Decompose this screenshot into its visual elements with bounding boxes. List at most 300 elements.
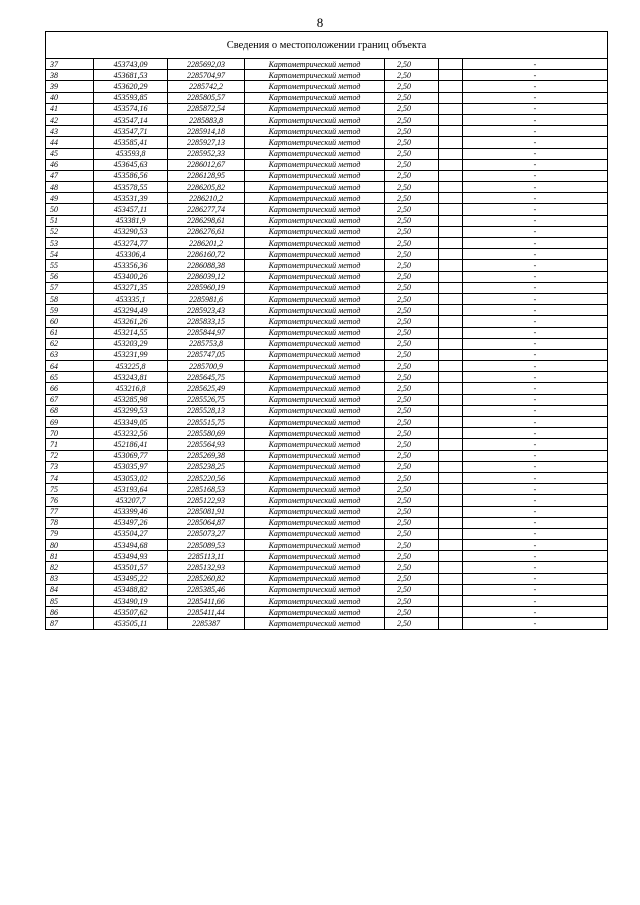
determination-method: Картометрический метод: [245, 114, 385, 125]
accuracy-value: 2,50: [385, 260, 439, 271]
coordinate-y: 2285981,6: [168, 293, 245, 304]
coordinate-x: 453490,19: [94, 596, 168, 607]
point-number: 81: [46, 551, 94, 562]
point-number: 77: [46, 506, 94, 517]
table-row: [46, 562, 608, 573]
point-description: -: [463, 517, 608, 528]
coordinate-y: 2285914,18: [168, 126, 245, 137]
determination-method: Картометрический метод: [245, 305, 385, 316]
point-description: -: [463, 528, 608, 539]
accuracy-value: 2,50: [385, 394, 439, 405]
empty-cell: [439, 114, 463, 125]
accuracy-value: 2,50: [385, 607, 439, 618]
table-row: [46, 495, 608, 506]
determination-method: Картометрический метод: [245, 394, 385, 405]
point-description: -: [463, 484, 608, 495]
coordinate-y: 2285113,11: [168, 551, 245, 562]
point-description: -: [463, 573, 608, 584]
table-row: [46, 238, 608, 249]
coordinate-y: 2285704,97: [168, 70, 245, 81]
coordinate-y: 2285122,93: [168, 495, 245, 506]
empty-cell: [439, 193, 463, 204]
coordinate-y: 2285844,97: [168, 327, 245, 338]
accuracy-value: 2,50: [385, 316, 439, 327]
empty-cell: [439, 450, 463, 461]
accuracy-value: 2,50: [385, 338, 439, 349]
point-description: -: [463, 114, 608, 125]
table-row: [46, 204, 608, 215]
accuracy-value: 2,50: [385, 461, 439, 472]
table-row: [46, 249, 608, 260]
coordinate-x: 453494,68: [94, 540, 168, 551]
point-description: -: [463, 182, 608, 193]
coordinate-y: 2285526,75: [168, 394, 245, 405]
point-number: 66: [46, 383, 94, 394]
empty-cell: [439, 349, 463, 360]
coordinate-x: 453531,39: [94, 193, 168, 204]
determination-method: Картометрический метод: [245, 226, 385, 237]
coordinate-x: 453494,93: [94, 551, 168, 562]
empty-cell: [439, 59, 463, 70]
accuracy-value: 2,50: [385, 383, 439, 394]
table-row: [46, 215, 608, 226]
accuracy-value: 2,50: [385, 282, 439, 293]
accuracy-value: 2,50: [385, 372, 439, 383]
determination-method: Картометрический метод: [245, 193, 385, 204]
point-description: -: [463, 439, 608, 450]
empty-cell: [439, 495, 463, 506]
empty-cell: [439, 439, 463, 450]
table-row: [46, 450, 608, 461]
table-row: [46, 103, 608, 114]
determination-method: Картометрический метод: [245, 618, 385, 629]
table-row: [46, 327, 608, 338]
table-title: Сведения о местоположении границ объекта: [46, 32, 608, 59]
table-row: [46, 618, 608, 629]
empty-cell: [439, 596, 463, 607]
point-description: -: [463, 461, 608, 472]
table-row: [46, 70, 608, 81]
empty-cell: [439, 271, 463, 282]
table-row: [46, 428, 608, 439]
coordinate-y: 2285872,54: [168, 103, 245, 114]
point-description: -: [463, 562, 608, 573]
accuracy-value: 2,50: [385, 472, 439, 483]
point-number: 79: [46, 528, 94, 539]
accuracy-value: 2,50: [385, 249, 439, 260]
determination-method: Картометрический метод: [245, 417, 385, 428]
accuracy-value: 2,50: [385, 182, 439, 193]
point-number: 67: [46, 394, 94, 405]
empty-cell: [439, 562, 463, 573]
coordinate-x: 453294,49: [94, 305, 168, 316]
coordinate-y: 2285692,03: [168, 59, 245, 70]
determination-method: Картометрический метод: [245, 472, 385, 483]
empty-cell: [439, 506, 463, 517]
coordinate-x: 453231,99: [94, 349, 168, 360]
empty-cell: [439, 238, 463, 249]
table-row: [46, 528, 608, 539]
accuracy-value: 2,50: [385, 159, 439, 170]
coordinate-x: 453593,85: [94, 92, 168, 103]
determination-method: Картометрический метод: [245, 584, 385, 595]
accuracy-value: 2,50: [385, 618, 439, 629]
point-description: -: [463, 596, 608, 607]
empty-cell: [439, 103, 463, 114]
table-row: [46, 170, 608, 181]
point-description: -: [463, 305, 608, 316]
coordinate-x: 453274,77: [94, 238, 168, 249]
coordinate-y: 2285753,8: [168, 338, 245, 349]
determination-method: Картометрический метод: [245, 215, 385, 226]
point-description: -: [463, 226, 608, 237]
determination-method: Картометрический метод: [245, 103, 385, 114]
coordinate-x: 453743,09: [94, 59, 168, 70]
empty-cell: [439, 584, 463, 595]
table-row: [46, 383, 608, 394]
coordinate-x: 453501,57: [94, 562, 168, 573]
point-description: -: [463, 249, 608, 260]
accuracy-value: 2,50: [385, 405, 439, 416]
accuracy-value: 2,50: [385, 215, 439, 226]
point-number: 44: [46, 137, 94, 148]
table-row: [46, 405, 608, 416]
point-description: -: [463, 59, 608, 70]
accuracy-value: 2,50: [385, 573, 439, 584]
table-row: [46, 484, 608, 495]
coordinate-y: 2285411,44: [168, 607, 245, 618]
table-row: [46, 182, 608, 193]
coordinate-x: 453053,02: [94, 472, 168, 483]
point-number: 52: [46, 226, 94, 237]
point-number: 84: [46, 584, 94, 595]
coordinate-y: 2285411,66: [168, 596, 245, 607]
coordinate-y: 2286276,61: [168, 226, 245, 237]
point-description: -: [463, 148, 608, 159]
point-number: 47: [46, 170, 94, 181]
point-description: -: [463, 170, 608, 181]
boundary-coordinates-table: [45, 31, 608, 630]
determination-method: Картометрический метод: [245, 204, 385, 215]
empty-cell: [439, 204, 463, 215]
coordinate-x: 453232,56: [94, 428, 168, 439]
accuracy-value: 2,50: [385, 484, 439, 495]
empty-cell: [439, 607, 463, 618]
coordinate-y: 2285580,69: [168, 428, 245, 439]
accuracy-value: 2,50: [385, 103, 439, 114]
determination-method: Картометрический метод: [245, 159, 385, 170]
coordinate-y: 2286128,95: [168, 170, 245, 181]
coordinate-y: 2285747,05: [168, 349, 245, 360]
coordinate-y: 2285387: [168, 618, 245, 629]
coordinate-y: 2286088,38: [168, 260, 245, 271]
empty-cell: [439, 372, 463, 383]
point-number: 39: [46, 81, 94, 92]
coordinate-y: 2286277,74: [168, 204, 245, 215]
coordinate-x: 453381,9: [94, 215, 168, 226]
empty-cell: [439, 126, 463, 137]
accuracy-value: 2,50: [385, 540, 439, 551]
table-row: [46, 584, 608, 595]
determination-method: Картометрический метод: [245, 495, 385, 506]
determination-method: Картометрический метод: [245, 59, 385, 70]
determination-method: Картометрический метод: [245, 573, 385, 584]
table-row: [46, 439, 608, 450]
table-row: [46, 461, 608, 472]
empty-cell: [439, 383, 463, 394]
point-number: 56: [46, 271, 94, 282]
empty-cell: [439, 137, 463, 148]
point-number: 75: [46, 484, 94, 495]
empty-cell: [439, 215, 463, 226]
coordinate-x: 453504,27: [94, 528, 168, 539]
empty-cell: [439, 305, 463, 316]
table-title-row: [46, 32, 608, 59]
coordinate-x: 453547,14: [94, 114, 168, 125]
point-description: -: [463, 495, 608, 506]
coordinate-x: 453225,8: [94, 361, 168, 372]
coordinate-x: 453399,46: [94, 506, 168, 517]
table-row: [46, 372, 608, 383]
determination-method: Картометрический метод: [245, 439, 385, 450]
determination-method: Картометрический метод: [245, 293, 385, 304]
point-number: 62: [46, 338, 94, 349]
empty-cell: [439, 405, 463, 416]
table-row: [46, 59, 608, 70]
coordinate-x: 453290,53: [94, 226, 168, 237]
accuracy-value: 2,50: [385, 428, 439, 439]
determination-method: Картометрический метод: [245, 428, 385, 439]
point-number: 65: [46, 372, 94, 383]
empty-cell: [439, 182, 463, 193]
point-number: 71: [46, 439, 94, 450]
coordinate-y: 2285927,13: [168, 137, 245, 148]
empty-cell: [439, 472, 463, 483]
point-number: 54: [46, 249, 94, 260]
accuracy-value: 2,50: [385, 204, 439, 215]
accuracy-value: 2,50: [385, 562, 439, 573]
accuracy-value: 2,50: [385, 417, 439, 428]
table-row: [46, 596, 608, 607]
coordinate-x: 453400,26: [94, 271, 168, 282]
point-description: -: [463, 394, 608, 405]
coordinate-y: 2285385,46: [168, 584, 245, 595]
point-number: 83: [46, 573, 94, 584]
coordinate-x: 453214,55: [94, 327, 168, 338]
accuracy-value: 2,50: [385, 327, 439, 338]
empty-cell: [439, 159, 463, 170]
determination-method: Картометрический метод: [245, 372, 385, 383]
table-row: [46, 260, 608, 271]
coordinate-y: 2285269,38: [168, 450, 245, 461]
coordinate-y: 2286210,2: [168, 193, 245, 204]
determination-method: Картометрический метод: [245, 249, 385, 260]
page-number: 8: [316, 15, 324, 30]
point-description: -: [463, 472, 608, 483]
point-description: -: [463, 327, 608, 338]
accuracy-value: 2,50: [385, 70, 439, 81]
point-number: 55: [46, 260, 94, 271]
determination-method: Картометрический метод: [245, 405, 385, 416]
table-row: [46, 137, 608, 148]
point-description: -: [463, 215, 608, 226]
coordinate-x: 453335,1: [94, 293, 168, 304]
accuracy-value: 2,50: [385, 114, 439, 125]
coordinate-y: 2285625,49: [168, 383, 245, 394]
empty-cell: [439, 484, 463, 495]
point-number: 61: [46, 327, 94, 338]
empty-cell: [439, 92, 463, 103]
determination-method: Картометрический метод: [245, 81, 385, 92]
coordinate-x: 452186,41: [94, 439, 168, 450]
table-row: [46, 282, 608, 293]
point-description: -: [463, 540, 608, 551]
point-number: 87: [46, 618, 94, 629]
table-row: [46, 573, 608, 584]
coordinate-y: 2285564,93: [168, 439, 245, 450]
point-number: 74: [46, 472, 94, 483]
coordinate-x: 453207,7: [94, 495, 168, 506]
accuracy-value: 2,50: [385, 551, 439, 562]
point-number: 43: [46, 126, 94, 137]
point-description: -: [463, 383, 608, 394]
determination-method: Картометрический метод: [245, 260, 385, 271]
coordinate-y: 2285132,93: [168, 562, 245, 573]
coordinate-x: 453586,56: [94, 170, 168, 181]
coordinate-x: 453035,97: [94, 461, 168, 472]
determination-method: Картометрический метод: [245, 461, 385, 472]
determination-method: Картометрический метод: [245, 506, 385, 517]
accuracy-value: 2,50: [385, 349, 439, 360]
point-description: -: [463, 293, 608, 304]
point-description: -: [463, 103, 608, 114]
accuracy-value: 2,50: [385, 226, 439, 237]
point-description: -: [463, 417, 608, 428]
point-number: 63: [46, 349, 94, 360]
point-description: -: [463, 193, 608, 204]
coordinate-x: 453306,4: [94, 249, 168, 260]
accuracy-value: 2,50: [385, 506, 439, 517]
point-number: 53: [46, 238, 94, 249]
table-row: [46, 148, 608, 159]
empty-cell: [439, 148, 463, 159]
table-row: [46, 92, 608, 103]
accuracy-value: 2,50: [385, 148, 439, 159]
coordinate-y: 2285742,2: [168, 81, 245, 92]
empty-cell: [439, 394, 463, 405]
point-number: 37: [46, 59, 94, 70]
coordinate-y: 2285960,19: [168, 282, 245, 293]
determination-method: Картометрический метод: [245, 316, 385, 327]
point-description: -: [463, 282, 608, 293]
coordinate-y: 2285073,27: [168, 528, 245, 539]
coordinate-x: 453620,29: [94, 81, 168, 92]
empty-cell: [439, 81, 463, 92]
determination-method: Картометрический метод: [245, 238, 385, 249]
empty-cell: [439, 428, 463, 439]
point-description: -: [463, 361, 608, 372]
table-row: [46, 361, 608, 372]
point-number: 58: [46, 293, 94, 304]
point-description: -: [463, 70, 608, 81]
coordinate-x: 453507,62: [94, 607, 168, 618]
coordinate-y: 2286201,2: [168, 238, 245, 249]
coordinate-x: 453299,53: [94, 405, 168, 416]
determination-method: Картометрический метод: [245, 450, 385, 461]
point-number: 85: [46, 596, 94, 607]
empty-cell: [439, 338, 463, 349]
coordinate-x: 453505,11: [94, 618, 168, 629]
table-row: [46, 193, 608, 204]
coordinate-y: 2285260,82: [168, 573, 245, 584]
empty-cell: [439, 293, 463, 304]
table-row: [46, 607, 608, 618]
determination-method: Картометрический метод: [245, 148, 385, 159]
point-description: -: [463, 137, 608, 148]
determination-method: Картометрический метод: [245, 484, 385, 495]
determination-method: Картометрический метод: [245, 92, 385, 103]
point-number: 73: [46, 461, 94, 472]
coordinate-x: 453585,41: [94, 137, 168, 148]
table-row: [46, 226, 608, 237]
accuracy-value: 2,50: [385, 81, 439, 92]
determination-method: Картометрический метод: [245, 551, 385, 562]
point-number: 68: [46, 405, 94, 416]
coordinate-x: 453681,53: [94, 70, 168, 81]
accuracy-value: 2,50: [385, 495, 439, 506]
table-row: [46, 472, 608, 483]
determination-method: Картометрический метод: [245, 517, 385, 528]
determination-method: Картометрический метод: [245, 528, 385, 539]
accuracy-value: 2,50: [385, 293, 439, 304]
coordinate-y: 2285081,91: [168, 506, 245, 517]
table-row: [46, 394, 608, 405]
empty-cell: [439, 70, 463, 81]
determination-method: Картометрический метод: [245, 271, 385, 282]
point-number: 40: [46, 92, 94, 103]
empty-cell: [439, 316, 463, 327]
determination-method: Картометрический метод: [245, 596, 385, 607]
determination-method: Картометрический метод: [245, 182, 385, 193]
point-number: 45: [46, 148, 94, 159]
coordinate-x: 453356,36: [94, 260, 168, 271]
coordinate-x: 453285,98: [94, 394, 168, 405]
coordinate-x: 453349,05: [94, 417, 168, 428]
coordinate-y: 2286012,67: [168, 159, 245, 170]
table-row: [46, 540, 608, 551]
empty-cell: [439, 282, 463, 293]
coordinate-y: 2285238,25: [168, 461, 245, 472]
point-number: 69: [46, 417, 94, 428]
accuracy-value: 2,50: [385, 596, 439, 607]
determination-method: Картометрический метод: [245, 349, 385, 360]
point-description: -: [463, 506, 608, 517]
point-number: 78: [46, 517, 94, 528]
point-description: -: [463, 349, 608, 360]
point-number: 64: [46, 361, 94, 372]
point-description: -: [463, 204, 608, 215]
empty-cell: [439, 528, 463, 539]
empty-cell: [439, 249, 463, 260]
point-description: -: [463, 338, 608, 349]
point-number: 41: [46, 103, 94, 114]
table-row: [46, 271, 608, 282]
point-number: 70: [46, 428, 94, 439]
coordinate-y: 2285515,75: [168, 417, 245, 428]
accuracy-value: 2,50: [385, 439, 439, 450]
accuracy-value: 2,50: [385, 193, 439, 204]
point-number: 72: [46, 450, 94, 461]
